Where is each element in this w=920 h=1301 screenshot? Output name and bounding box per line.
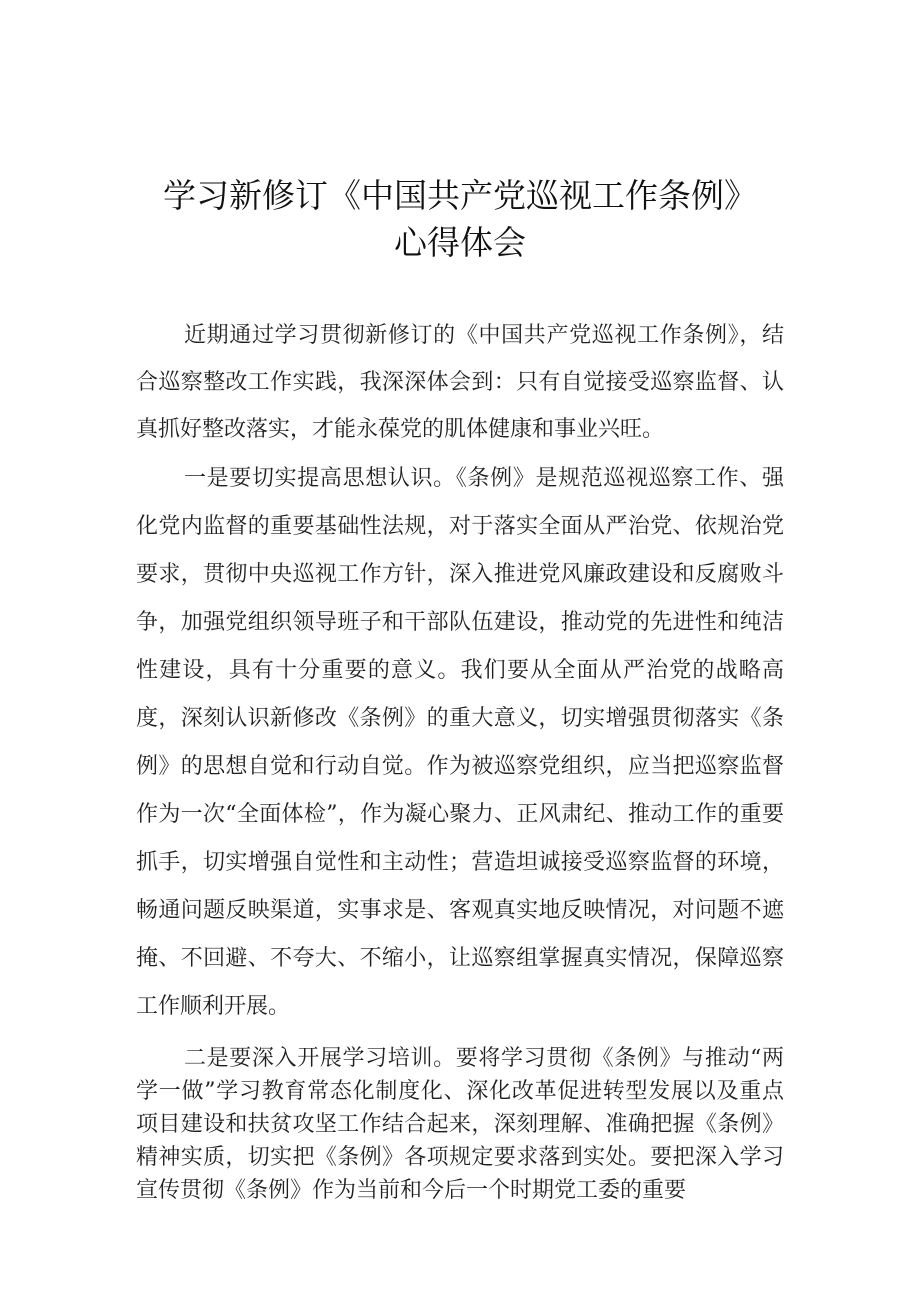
document-subtitle: 心得体会 [394,223,526,262]
paragraph-point-one: 一是要切实提高思想认识。《条例》是规范巡视巡察工作、强化党内监督的重要基础性法规，对于落实全面从严治党、依规治党要求，贯彻中央巡视工作方针，深入推进党风廉政建设和反腐败斗争，加强党组织领导班子和干部队伍建设，推动党的先进性和纯洁性建设，具有十分重要的意义。我们要从全面从严治党的战略高度，深刻认识新修改《条例》的重大意义，切实增强贯彻落实《条例》的思想自觉和行动自觉。作为被巡察党组织，应当把巡察监督作为一次“全面体检”，作为凝心聚力、正风肃纪、推动工作的重要抓手，切实增强自觉性和主动性；营造坦诚接受巡察监督的环境，畅通问题反映渠道，实事求是、客观真实地反映情况，对问题不遮掩、不回避、不夸大、不缩小，让巡察组掌握真实情况，保障巡察工作顺利开展。 [136,466,784,1019]
paragraph-point-two: 二是要深入开展学习培训。要将学习贯彻《条例》与推动“两学一做”学习教育常态化制度化、深化改革促进转型发展以及重点项目建设和扶贫攻坚工作结合起来，深刻理解、准确把握《条例》精神实质，切实把《条例》各项规定要求落到实处。要把深入学习宣传贯彻《条例》作为当前和今后一个时期党工委的重要 [136,1046,784,1203]
document-title: 学习新修订《中国共产党巡视工作条例》 [163,176,757,215]
paragraph-intro: 近期通过学习贯彻新修订的《中国共产党巡视工作条例》，结合巡察整改工作实践，我深深体会到：只有自觉接受巡察监督、认真抓好整改落实，才能永葆党的肌体健康和事业兴旺。 [136,323,784,442]
